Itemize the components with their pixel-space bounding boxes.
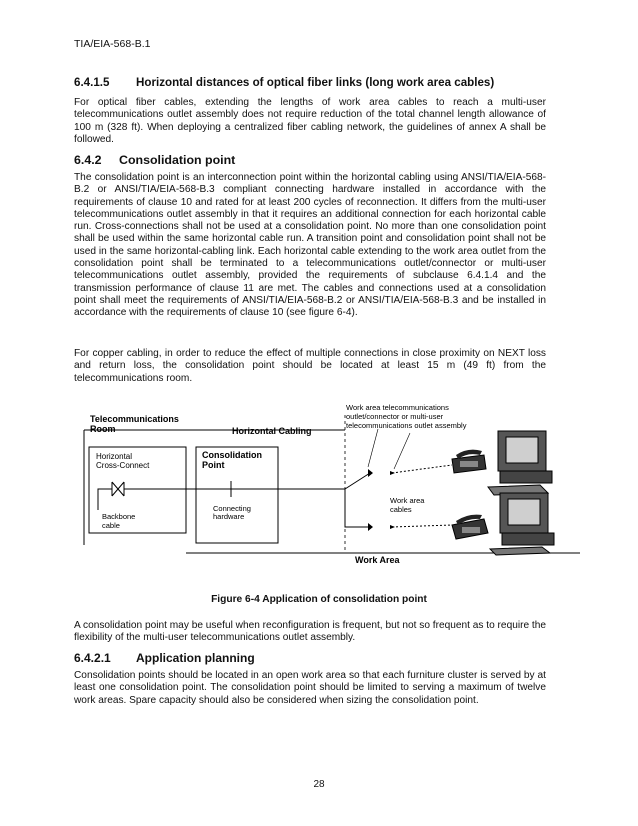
- section-heading-6-4-2: [74, 153, 235, 167]
- telephone-icon: [452, 515, 488, 539]
- backbone-cable-line: [98, 489, 112, 510]
- section-title: Consolidation point: [119, 153, 236, 167]
- consolidation-point-label: Consolidation: [202, 450, 262, 460]
- horizontal-cross-connect-label: Cross-Connect: [96, 461, 150, 470]
- consolidation-point-label: Point: [202, 460, 225, 470]
- outlet-label: outlet/connector or multi-user: [346, 412, 444, 421]
- connecting-hardware-label: hardware: [213, 512, 245, 521]
- horizontal-cross-connect-label: Horizontal: [96, 452, 133, 461]
- backbone-cable-label: Backbone: [102, 512, 136, 521]
- section-number: 6.4.2.1: [74, 651, 111, 665]
- paragraph-fiber-lengths: For optical fiber cables, extending the lengths of work area cables to reach a multi-user telecommunications outlet assembly does not require reduction of the total channel length allowance of 100 m (328 ft). When deploying a centralized fiber cabling network, the guidelines of annex A shall be followed.: [74, 97, 546, 145]
- section-number: 6.4.1.5: [74, 76, 110, 89]
- section-heading-6-4-1-5: [74, 76, 494, 89]
- horizontal-cable-branch: [345, 489, 370, 527]
- work-area-cables-label: Work area: [390, 496, 425, 505]
- work-area-cables-label: cables: [390, 505, 412, 514]
- outlet-connector-icon: [368, 469, 373, 531]
- connecting-hardware-label: Connecting: [213, 504, 251, 513]
- computer-icon: [488, 431, 552, 495]
- outlet-label: Work area telecommunications: [346, 403, 449, 412]
- section-title: Horizontal distances of optical fiber links (long work area cables): [136, 76, 495, 89]
- figure-caption: Figure 6-4 Application of consolidation point: [211, 594, 427, 605]
- figure-6-4-diagram: [0, 385, 638, 585]
- paragraph-copper-cabling: For copper cabling, in order to reduce the effect of multiple connections in close proximity on NEXT loss and return loss, the consolidation point should be located at least 15 m (49 ft) from the telecommunications room.: [74, 348, 546, 384]
- page-number: 28: [313, 779, 325, 790]
- section-heading-6-4-2-1: [74, 651, 255, 665]
- section-number: 6.4.2: [74, 153, 102, 167]
- paragraph-consolidation-usefulness: A consolidation point may be useful when reconfiguration is frequent, but not so frequent as to require the flexibility of the multi-user telecommunications outlet assembly.: [74, 620, 546, 644]
- work-area-cable-upper: [392, 465, 452, 473]
- horizontal-cable-branch-upper: [345, 473, 370, 489]
- telephone-icon: [452, 450, 486, 473]
- work-area-label: Work Area: [355, 555, 400, 565]
- section-title: Application planning: [136, 651, 255, 665]
- work-area-cable-lower: [392, 525, 452, 527]
- horizontal-cabling-label: Horizontal Cabling: [232, 426, 312, 436]
- outlet-label: telecommunications outlet assembly: [346, 421, 467, 430]
- telecom-room-label: Telecommunications: [90, 414, 179, 424]
- cross-connect-icon: [112, 482, 124, 496]
- computer-icon: [490, 493, 554, 555]
- telecom-room-label: Room: [90, 424, 116, 434]
- outlet-pointer: [368, 429, 378, 467]
- backbone-cable-label: cable: [102, 521, 120, 530]
- paragraph-consolidation-point: The consolidation point is an interconnection point within the horizontal cabling using ANSI/TIA/EIA-568-B.2 or ANSI/TIA/EIA-568-B.3 compliant connecting hardware installed in accordance with the requirements of clause 10 and rated for at least 200 cycles of reconnection. It differs from the multi-user telecommunications outlet assembly in that it requires an additional connection for each horizontal cable run. Cross-connections shall not be used at a consolidation point. No more than one consolidation point shall be used within the same horizontal cable run. A transition point and consolidation point shall not be used in the same horizontal-cabling link. Each horizontal cable extending to the work area outlet from the consolidation point shall be terminated to a telecommunications outlet/connector or multi-user telecommunications outlet assembly, provided the requirements of subclause 6.4.1.4 and the transmission performance of clause 11 are met. The cables and connections used at a consolidation point shall meet the requirements of ANSI/TIA/EIA-568-B.2 or ANSI/TIA/EIA-568-B.3 and be installed in accordance with the requirements of clause 10 (see figure 6-4).: [74, 172, 546, 319]
- document-header: TIA/EIA-568-B.1: [74, 38, 151, 50]
- paragraph-application-planning: Consolidation points should be located in an open work area so that each furniture cluster is served by at least one consolidation point. The consolidation point should be limited to serving a maximum of twelve work areas. Spare capacity should also be considered when sizing the consolidation point.: [74, 670, 546, 706]
